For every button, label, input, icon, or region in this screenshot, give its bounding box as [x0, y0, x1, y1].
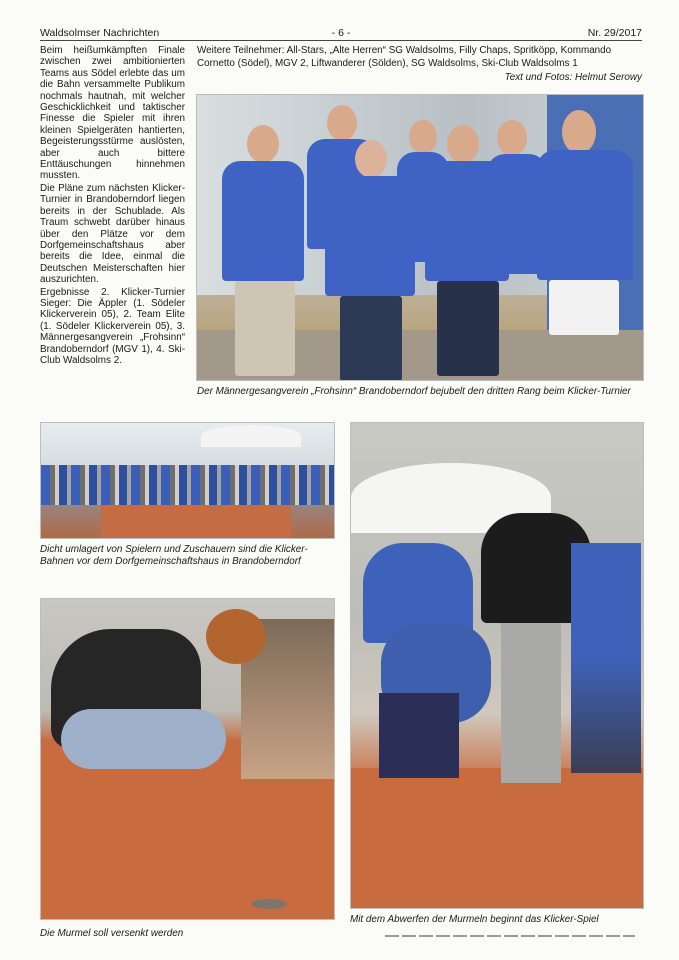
publication-name: Waldsolmser Nachrichten — [40, 27, 160, 39]
results-paragraph: Ergebnisse 2. Klicker-Turnier Sieger: Die Äppler (1. Södeler Klickerverein 05), 2. Team Elite (1. Södeler Klickerverein 05), 3. Männergesangverein „Frohsinn“ Brandoberndorf (MGV 1), 4. Ski-Club Waldsolms 2. — [40, 286, 185, 366]
klicker-lane — [351, 768, 643, 908]
player-grey-trousers — [501, 623, 561, 783]
woman-photo — [40, 598, 335, 920]
player-head — [206, 609, 266, 664]
participants-text: Weitere Teilnehmer: All-Stars, „Alte Herren“ SG Waldsolms, Filly Chaps, Spritköpp, Kommando Cornetto (Södel), MGV 2, Liftwanderer (Sölden), SG Waldsolms, Ski-Club Waldsolms 1 — [197, 45, 612, 69]
article-paragraph: Die Pläne zum nächsten Klicker-Turnier in Brandoberndorf liegen bereits in der Schublade. Als Traum schwebt darüber hinaus über den Plätze vor dem Dorfgemeinschaftshaus aber bereits die Idee, einmal die Deutschen Meisterschaften hier auszurichten. — [40, 182, 185, 286]
crowd-photo — [40, 422, 335, 539]
crouching-player-trousers — [379, 693, 459, 778]
men-photo-caption: Mit dem Abwerfen der Murmeln beginnt das Klicker-Spiel — [350, 914, 599, 925]
player-jeans — [61, 709, 226, 769]
klicker-lane — [101, 505, 291, 538]
article-paragraph: Beim heißumkämpften Finale zwischen zwei ambitionierten Teams aus Södel erlebte das um die Bahn versammelte Publikum nochmals hautnah, mit welcher Geschicklichkeit und taktischer Finesse die Spieler mit ihren kleinen Spielgeräten hantierten, Begeisterungsstürme auslösten, aber auch bittere Enttäuschungen hinnehmen mussten. — [40, 45, 185, 182]
group-photo-caption: Der Männergesangverein „Frohsinn“ Brandoberndorf bejubelt den dritten Rang beim Klicker-Turnier — [197, 386, 631, 397]
parasol — [201, 425, 301, 447]
men-photo — [350, 422, 644, 909]
page-header — [40, 26, 642, 41]
target-hole — [251, 899, 287, 909]
group-photo — [196, 94, 644, 381]
issue-number: Nr. 29/2017 — [587, 27, 642, 39]
article-column — [40, 45, 185, 367]
spectator-crowd — [41, 465, 334, 505]
photo-credit: Text und Fotos: Helmut Serowy — [504, 72, 642, 83]
caption-underline — [385, 935, 635, 937]
page-number: - 6 - — [331, 27, 351, 39]
crowd-photo-caption: Dicht umlagert von Spielern und Zuschauern sind die Klicker-Bahnen vor dem Dorfgemeinschaftshaus in Brandoberndorf — [40, 544, 308, 567]
woman-photo-caption: Die Murmel soll versenkt werden — [40, 928, 184, 939]
spectator-group — [571, 543, 641, 773]
